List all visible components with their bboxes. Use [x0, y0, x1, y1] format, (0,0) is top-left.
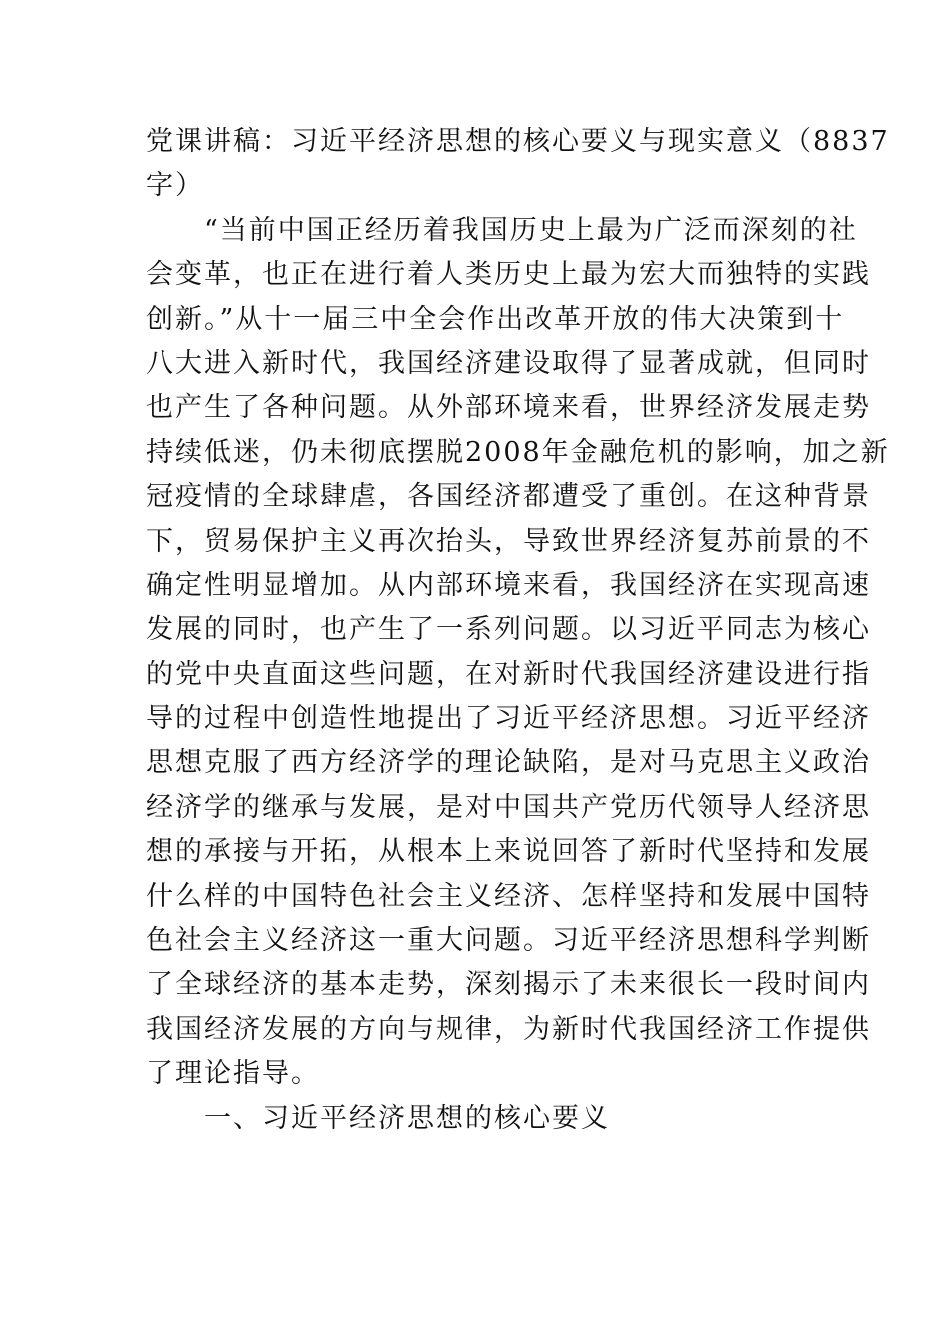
paragraph-line: 我国经济发展的方向与规律，为新时代我国经济工作提供	[146, 1013, 871, 1045]
paragraph-line: 八大进入新时代，我国经济建设取得了显著成就，但同时	[146, 347, 871, 379]
document-title-line-1: 党课讲稿：习近平经济思想的核心要义与现实意义（8837	[146, 126, 890, 157]
paragraph-line: 冠疫情的全球肆虐，各国经济都遭受了重创。在这种背景	[146, 481, 871, 513]
paragraph-line: “当前中国正经历着我国历史上最为广泛而深刻的社	[204, 214, 858, 246]
paragraph-line: 了理论指导。	[146, 1058, 320, 1090]
paragraph-line: 也产生了各种问题。从外部环境来看，世界经济发展走势	[146, 392, 871, 424]
paragraph-line: 发展的同时，也产生了一系列问题。以习近平同志为核心	[146, 614, 871, 646]
paragraph-line: 创新。”从十一届三中全会作出改革开放的伟大决策到十	[146, 303, 845, 335]
paragraph-line: 持续低迷，仍未彻底摆脱2008年金融危机的影响，加之新	[146, 436, 890, 468]
section-heading: 一、习近平经济思想的核心要义	[204, 1102, 610, 1134]
paragraph-line: 导的过程中创造性地提出了习近平经济思想。习近平经济	[146, 703, 871, 735]
paragraph-line: 色社会主义经济这一重大问题。习近平经济思想科学判断	[146, 925, 871, 957]
paragraph-line: 经济学的继承与发展，是对中国共产党历代领导人经济思	[146, 791, 871, 823]
paragraph-line: 想的承接与开拓，从根本上来说回答了新时代坚持和发展	[146, 836, 871, 868]
paragraph-line: 下，贸易保护主义再次抬头，导致世界经济复苏前景的不	[146, 525, 871, 557]
paragraph-line: 确定性明显增加。从内部环境来看，我国经济在实现高速	[146, 569, 871, 601]
document-body	[146, 120, 890, 1141]
document-title-line-2: 字）	[146, 170, 204, 202]
paragraph-line: 的党中央直面这些问题，在对新时代我国经济建设进行指	[146, 658, 871, 690]
paragraph-line: 了全球经济的基本走势，深刻揭示了未来很长一段时间内	[146, 969, 871, 1001]
paragraph-line: 什么样的中国特色社会主义经济、怎样坚持和发展中国特	[146, 880, 871, 912]
paragraph-line: 会变革，也正在进行着人类历史上最为宏大而独特的实践	[146, 259, 871, 291]
paragraph-line: 思想克服了西方经济学的理论缺陷，是对马克思主义政治	[146, 747, 871, 779]
